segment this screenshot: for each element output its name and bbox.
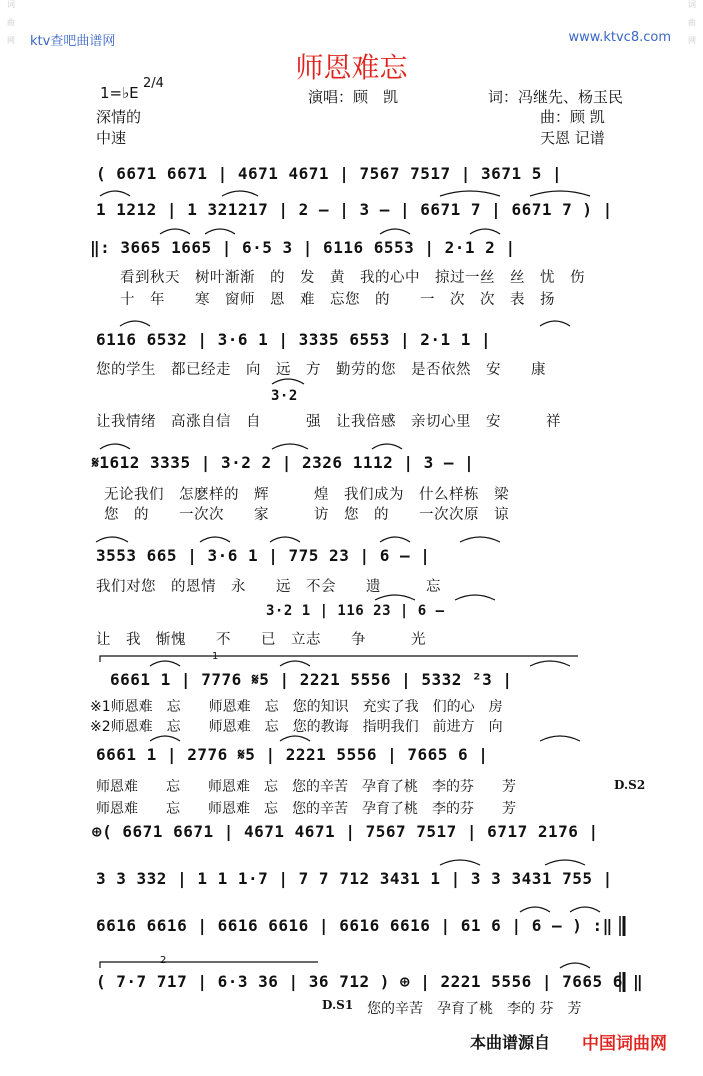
score-line-chorus-1: 6661 1 | 7776 𝄋5 | 2221 5556 | 5332 ²3 | xyxy=(110,670,513,689)
slur-mark xyxy=(530,661,570,666)
slur-mark xyxy=(272,444,308,449)
volta-1-number: 1 xyxy=(212,651,219,662)
slur-mark xyxy=(96,537,128,542)
lyric-verse-2a: 您的学生 都已经走 向 远 方 勤劳的您 是否依然 安 康 xyxy=(96,362,546,378)
score-alt-notes-2: 3·2 xyxy=(271,388,298,404)
score-line-coda: ( 7·7 717 | 6·3 36 | 36 712 ) ⊕ | 2221 5556 | 7665 6 ‖ xyxy=(96,972,644,991)
slur-mark xyxy=(455,595,495,600)
slur-mark xyxy=(150,661,180,666)
source-site-link[interactable]: 中国词曲网 xyxy=(582,1034,667,1054)
slur-mark xyxy=(100,191,130,196)
score-line-intro-1: ( 6671 6671 | 4671 4671 | 7567 7517 | 3671 5 | xyxy=(96,164,563,183)
volta-bracket-2 xyxy=(100,962,318,968)
slur-mark xyxy=(205,229,235,234)
score-line-verse-1: ‖: 3665 1665 | 6·5 3 | 6116 6553 | 2·1 2 | xyxy=(90,238,516,257)
score-line-verse-2: 6116 6532 | 3·6 1 | 3335 6553 | 2·1 1 | xyxy=(96,330,492,349)
site-link-right[interactable]: www.ktvc8.com xyxy=(568,30,671,45)
watermark-right-column: 词 曲 网 xyxy=(688,0,696,45)
slur-mark xyxy=(120,321,150,326)
watermark-left-column: 词 曲 网 xyxy=(7,0,15,45)
slur-mark xyxy=(570,907,600,912)
slur-mark xyxy=(160,229,190,234)
slur-mark xyxy=(200,537,230,542)
volta-bracket-1 xyxy=(100,656,578,662)
ds2-marking: D.S2 xyxy=(614,778,646,792)
lyric-verse-4a: 我们对您 的恩情 永 远 不会 遗 忘 xyxy=(96,579,441,595)
lyric-coda: 您的辛苦 孕育了桃 李的 芬 芳 xyxy=(367,1001,582,1017)
score-line-interlude-3: 6616 6616 | 6616 6616 | 6616 6616 | 61 6 | 6 — ) :‖ xyxy=(96,916,613,935)
song-title: 师恩难忘 xyxy=(295,51,408,84)
slur-mark xyxy=(222,191,258,196)
lyric-chorus-1a: ※1师恩难 忘 师恩难 忘 您的知识 充实了我 们的心 房 xyxy=(90,699,503,715)
slur-mark xyxy=(520,907,550,912)
score-line-interlude-2: 3 3 332 | 1 1 1·7 | 7 7 712 3431 1 | 3 3 3431 755 | xyxy=(96,869,613,888)
slur-mark xyxy=(272,379,304,384)
lyric-chorus-2a: 师恩难 忘 师恩难 忘 您的辛苦 孕育了桃 李的芬 芳 xyxy=(96,779,516,795)
key-signature: 1=♭E xyxy=(100,84,139,102)
lyric-verse-3a: 无论我们 怎麽样的 辉 煌 我们成为 什么样栋 梁 xyxy=(104,487,509,503)
slur-mark xyxy=(270,537,300,542)
score-line-verse-3: 𝄋1612 3335 | 3·2 2 | 2326 1112 | 3 — | xyxy=(92,453,475,472)
lyric-verse-1b: 十 年 寒 窗师 恩 难 忘您 的 一 次 次 表 扬 xyxy=(120,292,555,308)
slur-mark xyxy=(530,191,590,196)
slur-mark xyxy=(470,229,500,234)
slur-mark xyxy=(380,537,410,542)
slur-mark xyxy=(540,736,580,741)
ds1-marking: D.S1 xyxy=(322,998,354,1012)
slur-mark xyxy=(460,537,500,542)
lyric-verse-2b: 让我情绪 高涨自信 自 强 让我倍感 亲切心里 安 祥 xyxy=(96,414,561,430)
slur-mark xyxy=(440,191,500,196)
source-label: 本曲谱源自 xyxy=(470,1033,551,1052)
slur-mark xyxy=(280,661,310,666)
slur-mark xyxy=(375,595,415,600)
slur-mark xyxy=(380,229,410,234)
mood-marking: 深情的 xyxy=(96,108,142,126)
composer-credit: 曲：顾 凯 xyxy=(540,108,605,126)
slur-mark xyxy=(545,860,585,865)
slur-mark xyxy=(100,444,130,449)
score-line-interlude-1: ⊕( 6671 6671 | 4671 4671 | 7567 7517 | 6717 2176 | xyxy=(92,822,599,841)
lyric-chorus-1b: ※2师恩难 忘 师恩难 忘 您的教诲 指明我们 前进方 向 xyxy=(90,719,503,735)
lyric-verse-4b: 让 我 惭愧 不 已 立志 争 光 xyxy=(96,632,426,648)
slur-mark xyxy=(280,736,310,741)
score-line-verse-4: 3553 665 | 3·6 1 | 775 23 | 6 — | xyxy=(96,546,431,565)
lyric-chorus-2b: 师恩难 忘 师恩难 忘 您的辛苦 孕育了桃 李的芬 芳 xyxy=(96,801,516,817)
slur-mark xyxy=(540,321,570,326)
score-line-intro-2: 1 1212 | 1 321217 | 2 — | 3 — | 6671 7 | 6671 7 ) | xyxy=(96,200,613,219)
score-alt-notes-4: 3·2 1 | 116 23 | 6 — xyxy=(266,603,445,619)
transcriber-credit: 天恩 记谱 xyxy=(540,129,605,147)
time-signature: 2/4 xyxy=(143,76,164,91)
tempo-marking: 中速 xyxy=(96,129,127,147)
score-line-chorus-2: 6661 1 | 2776 𝄋5 | 2221 5556 | 7665 6 | xyxy=(96,745,489,764)
lyricist-credit: 词：冯继先、杨玉民 xyxy=(488,88,624,106)
singer-credit: 演唱：顾 凯 xyxy=(308,88,399,106)
slur-mark xyxy=(372,444,402,449)
slur-mark xyxy=(560,963,590,968)
slur-mark xyxy=(150,736,180,741)
lyric-verse-3b: 您 的 一次次 家 访 您 的 一次次原 谅 xyxy=(104,507,509,523)
volta-2-number: 2 xyxy=(160,955,167,966)
slur-mark xyxy=(440,860,480,865)
site-link-left[interactable]: ktv查吧曲谱网 xyxy=(30,34,116,49)
lyric-verse-1a: 看到秋天 树叶渐渐 的 发 黄 我的心中 掠过一丝 丝 忧 伤 xyxy=(120,270,585,286)
